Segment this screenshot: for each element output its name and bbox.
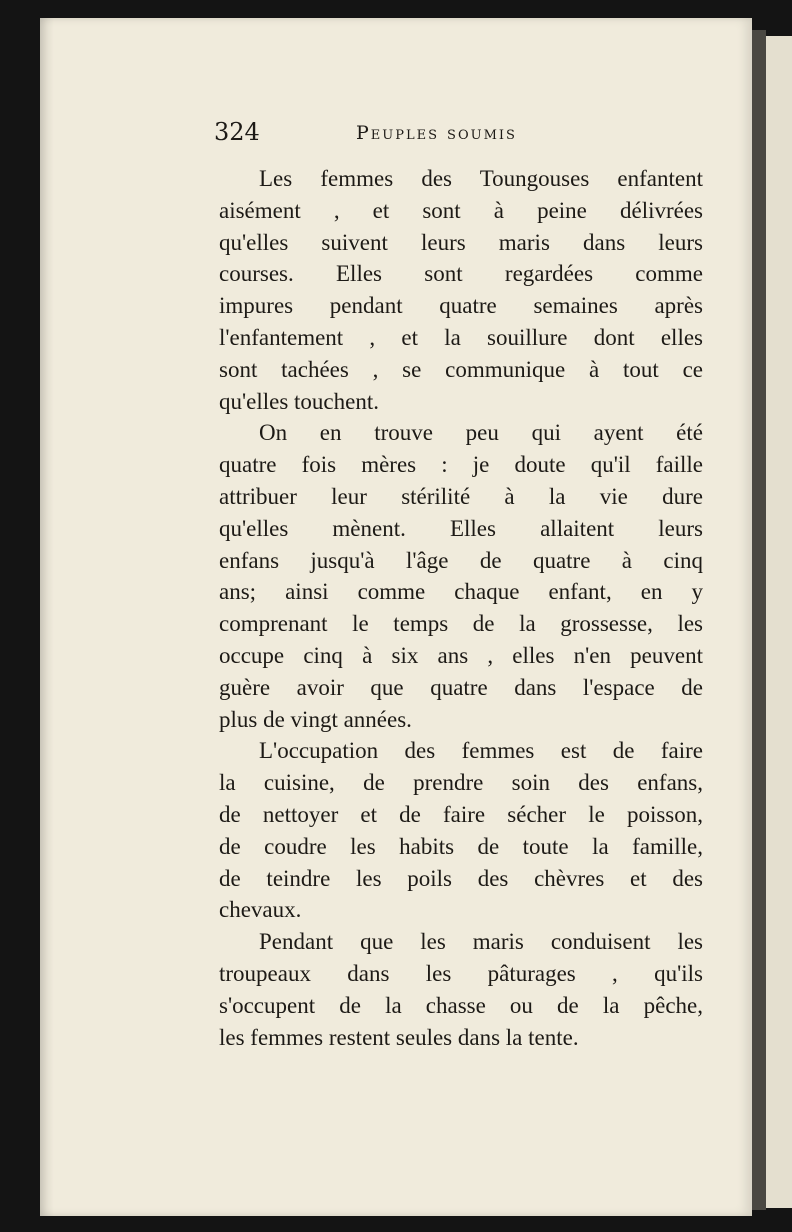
text-line: plus de vingt années. [219, 706, 412, 732]
body-text [219, 163, 703, 1053]
paragraph [219, 417, 703, 735]
text-line: occupe cinq à six ans , elles n'en peuvent [219, 642, 703, 668]
text-line: de nettoyer et de faire sécher le poisson, [219, 801, 703, 827]
running-title: Peuples soumis [356, 122, 517, 144]
text-line: l'enfantement , et la souillure dont elles [219, 324, 703, 350]
text-line: guère avoir que quatre dans l'espace de [219, 674, 703, 700]
text-line: quatre fois mères : je doute qu'il faille [219, 452, 703, 478]
text-line: les femmes restent seules dans la tente. [219, 1024, 579, 1050]
text-line: qu'elles suivent leurs maris dans leurs [219, 229, 703, 255]
text-line: aisément , et sont à peine délivrées [219, 197, 703, 223]
text-line: qu'elles mènent. Elles allaitent leurs [219, 515, 703, 541]
text-line: attribuer leur stérilité à la vie dure [219, 483, 703, 509]
text-line: qu'elles touchent. [219, 388, 379, 414]
paragraph [219, 163, 703, 417]
text-line: de coudre les habits de toute la famille, [219, 833, 703, 859]
text-line: ans; ainsi comme chaque enfant, en y [219, 579, 703, 605]
text-line: On en trouve peu qui ayent été [259, 420, 703, 446]
text-line: Les femmes des Toungouses enfantent [259, 166, 703, 191]
adjacent-page-edge [766, 36, 792, 1208]
text-line: L'occupation des femmes est de faire [259, 738, 703, 764]
text-line: chevaux. [219, 897, 302, 923]
paragraph [219, 926, 703, 1053]
page-number: 324 [214, 118, 260, 146]
text-line: courses. Elles sont regardées comme [219, 261, 703, 287]
page-header [214, 118, 574, 152]
text-line: la cuisine, de prendre soin des enfans, [219, 770, 703, 796]
text-line: enfans jusqu'à l'âge de quatre à cinq [219, 547, 703, 573]
text-line: sont tachées , se communique à tout ce [219, 356, 703, 382]
paragraph [219, 735, 703, 926]
text-line: troupeaux dans les pâturages , qu'ils [219, 960, 703, 986]
page-edge [752, 30, 766, 1210]
text-line: de teindre les poils des chèvres et des [219, 865, 703, 891]
text-line: Pendant que les maris conduisent les [259, 929, 703, 955]
gutter-shadow [40, 18, 54, 1216]
text-line: impures pendant quatre semaines après [219, 293, 703, 319]
text-line: s'occupent de la chasse ou de la pêche, [219, 992, 703, 1018]
text-line: comprenant le temps de la grossesse, les [219, 611, 703, 637]
